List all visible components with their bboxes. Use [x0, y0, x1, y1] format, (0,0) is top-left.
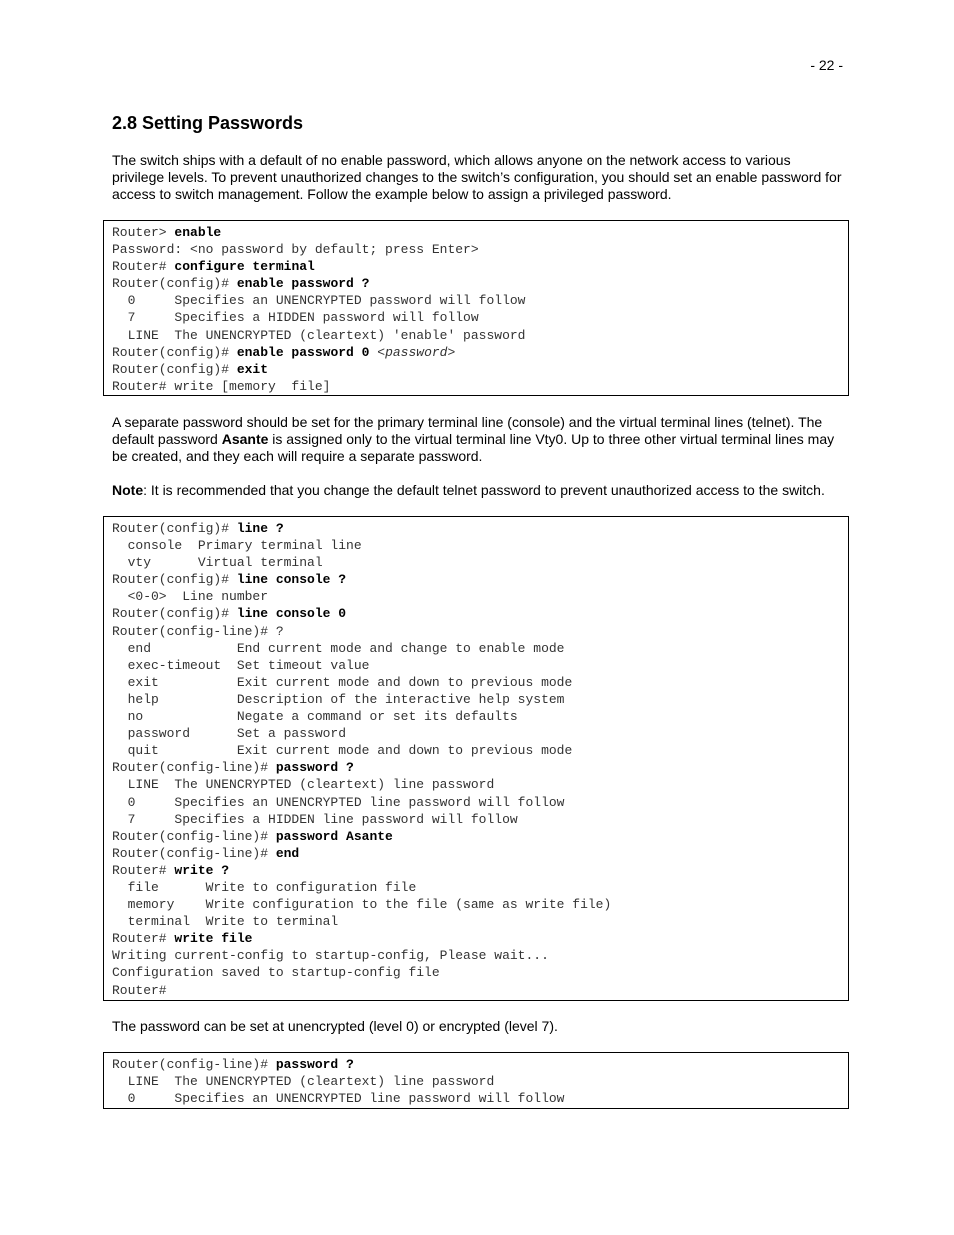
code-line — [112, 640, 840, 657]
code-line — [112, 776, 840, 793]
code-line — [112, 344, 840, 361]
code-line — [112, 845, 840, 862]
code-line — [112, 258, 840, 275]
code-command: enable password ? — [236, 276, 370, 292]
code-line — [112, 708, 840, 725]
code-command: write ? — [174, 862, 230, 878]
code-line — [112, 623, 840, 640]
code-command: line ? — [236, 521, 284, 536]
code-block-line-password — [103, 516, 849, 1001]
code-line — [112, 691, 840, 708]
code-prompt: Router(config)# — [112, 344, 237, 360]
code-prompt: Configuration saved to startup-config file — [112, 965, 440, 981]
code-prompt: Router(config-line)# — [112, 1057, 276, 1072]
code-prompt: LINE The UNENCRYPTED (cleartext) 'enable' password — [112, 327, 526, 343]
code-prompt: LINE The UNENCRYPTED (cleartext) line password — [112, 777, 495, 793]
code-prompt: Router# — [112, 259, 175, 275]
code-prompt: Router(config)# — [112, 276, 237, 292]
note-text: : It is recommended that you change the default telnet password to prevent unauthorized access to the switch. — [143, 482, 825, 498]
code-placeholder: <password> — [377, 344, 456, 360]
code-line — [112, 605, 840, 622]
code-prompt: Password: <no password by default; press Enter> — [112, 242, 479, 258]
code-prompt: <0-0> Line number — [112, 589, 269, 605]
code-prompt: 7 Specifies a HIDDEN password will follow — [112, 310, 479, 326]
code-command: password ? — [275, 1057, 354, 1072]
code-command: enable password 0 — [236, 344, 378, 360]
code-line — [112, 794, 840, 811]
code-block-password-levels — [103, 1052, 849, 1109]
code-line — [112, 930, 840, 947]
code-prompt: memory Write configuration to the file (same as write file) — [112, 897, 612, 913]
code-line — [112, 571, 840, 588]
code-prompt: LINE The UNENCRYPTED (cleartext) line password — [112, 1074, 495, 1090]
code-line — [112, 224, 840, 241]
code-line — [112, 674, 840, 691]
code-command: enable — [174, 225, 222, 240]
code-prompt: terminal Write to terminal — [112, 914, 339, 930]
code-prompt: Router(config-line)# — [112, 760, 276, 776]
terminal-lines-paragraph — [112, 414, 842, 465]
code-prompt: Router(config)# — [112, 361, 237, 377]
levels-paragraph: The password can be set at unencrypted (level 0) or encrypted (level 7). — [112, 1018, 558, 1034]
code-prompt: Router> — [112, 225, 175, 240]
note-paragraph — [112, 482, 842, 499]
code-command: line console 0 — [236, 606, 347, 622]
code-line — [112, 879, 840, 896]
code-prompt: Router# — [112, 931, 175, 947]
code-line — [112, 964, 840, 981]
code-line — [112, 537, 840, 554]
code-prompt: quit Exit current mode and down to previous mode — [112, 743, 573, 759]
code-prompt: exec-timeout Set timeout value — [112, 657, 370, 673]
code-line — [112, 588, 840, 605]
paragraph-text-before: A separate password should be set for the primary terminal line (console) and the virtual terminal lines (telnet). The default password — [112, 414, 823, 447]
code-prompt: 7 Specifies a HIDDEN line password will follow — [112, 811, 518, 827]
code-prompt: Router# — [112, 862, 175, 878]
code-line — [112, 275, 840, 292]
code-block-enable-password — [103, 220, 849, 396]
code-line — [112, 742, 840, 759]
code-line — [112, 896, 840, 913]
code-prompt: Writing current-config to startup-config, Please wait... — [112, 948, 549, 964]
code-line — [112, 327, 840, 344]
paragraph-text-after: is assigned only to the virtual terminal line Vty0. Up to three other virtual terminal lines may be created, and they each will require a separate password. — [112, 431, 835, 464]
code-line — [112, 292, 840, 309]
code-line — [112, 811, 840, 828]
code-line — [112, 1090, 840, 1107]
code-prompt: console Primary terminal line — [112, 538, 362, 554]
code-prompt: Router(config-line)# — [112, 828, 276, 844]
code-prompt: Router# write [memory file] — [112, 378, 331, 394]
code-line — [112, 1056, 840, 1073]
code-prompt: end End current mode and change to enable mode — [112, 640, 565, 656]
code-line — [112, 378, 840, 395]
default-password-name: Asante — [221, 431, 269, 447]
code-line — [112, 657, 840, 674]
code-line — [112, 982, 840, 999]
code-line — [112, 725, 840, 742]
code-command: configure terminal — [174, 259, 315, 275]
code-command: end — [275, 845, 300, 861]
code-prompt: 0 Specifies an UNENCRYPTED line password will follow — [112, 794, 565, 810]
page-number: - 22 - — [810, 57, 843, 73]
note-label: Note — [112, 482, 144, 498]
code-prompt: password Set a password — [112, 726, 347, 742]
code-prompt: 0 Specifies an UNENCRYPTED password will follow — [112, 293, 526, 309]
code-command: password ? — [275, 760, 354, 776]
code-prompt: file Write to configuration file — [112, 879, 417, 895]
code-line — [112, 309, 840, 326]
code-prompt: Router(config)# — [112, 606, 237, 622]
code-line — [112, 828, 840, 845]
code-prompt: Router# — [112, 982, 167, 998]
code-prompt: help Description of the interactive help system — [112, 691, 565, 707]
code-prompt: Router(config-line)# — [112, 845, 276, 861]
code-prompt: 0 Specifies an UNENCRYPTED line password will follow — [112, 1091, 565, 1107]
code-command: write file — [174, 931, 253, 947]
code-command: password Asante — [275, 828, 393, 844]
code-command: exit — [236, 361, 269, 377]
code-line — [112, 520, 840, 537]
code-prompt: Router(config)# — [112, 572, 237, 588]
section-heading: 2.8 Setting Passwords — [112, 113, 304, 133]
code-line — [112, 241, 840, 258]
code-prompt: Router(config-line)# ? — [112, 623, 284, 639]
code-prompt: no Negate a command or set its defaults — [112, 709, 518, 725]
code-line — [112, 1073, 840, 1090]
code-line — [112, 913, 840, 930]
code-line — [112, 759, 840, 776]
code-prompt: vty Virtual terminal — [112, 555, 323, 571]
code-prompt: Router(config)# — [112, 521, 237, 536]
code-command: line console ? — [236, 572, 347, 588]
code-line — [112, 554, 840, 571]
intro-paragraph: The switch ships with a default of no enable password, which allows anyone on the network access to various privilege levels. To prevent unauthorized changes to the switch’s configuration, you should set an enable password for access to switch management. Follow the example below to assign a privileged password. — [112, 152, 842, 202]
code-line — [112, 862, 840, 879]
code-line — [112, 947, 840, 964]
code-prompt: exit Exit current mode and down to previous mode — [112, 674, 573, 690]
code-line — [112, 361, 840, 378]
